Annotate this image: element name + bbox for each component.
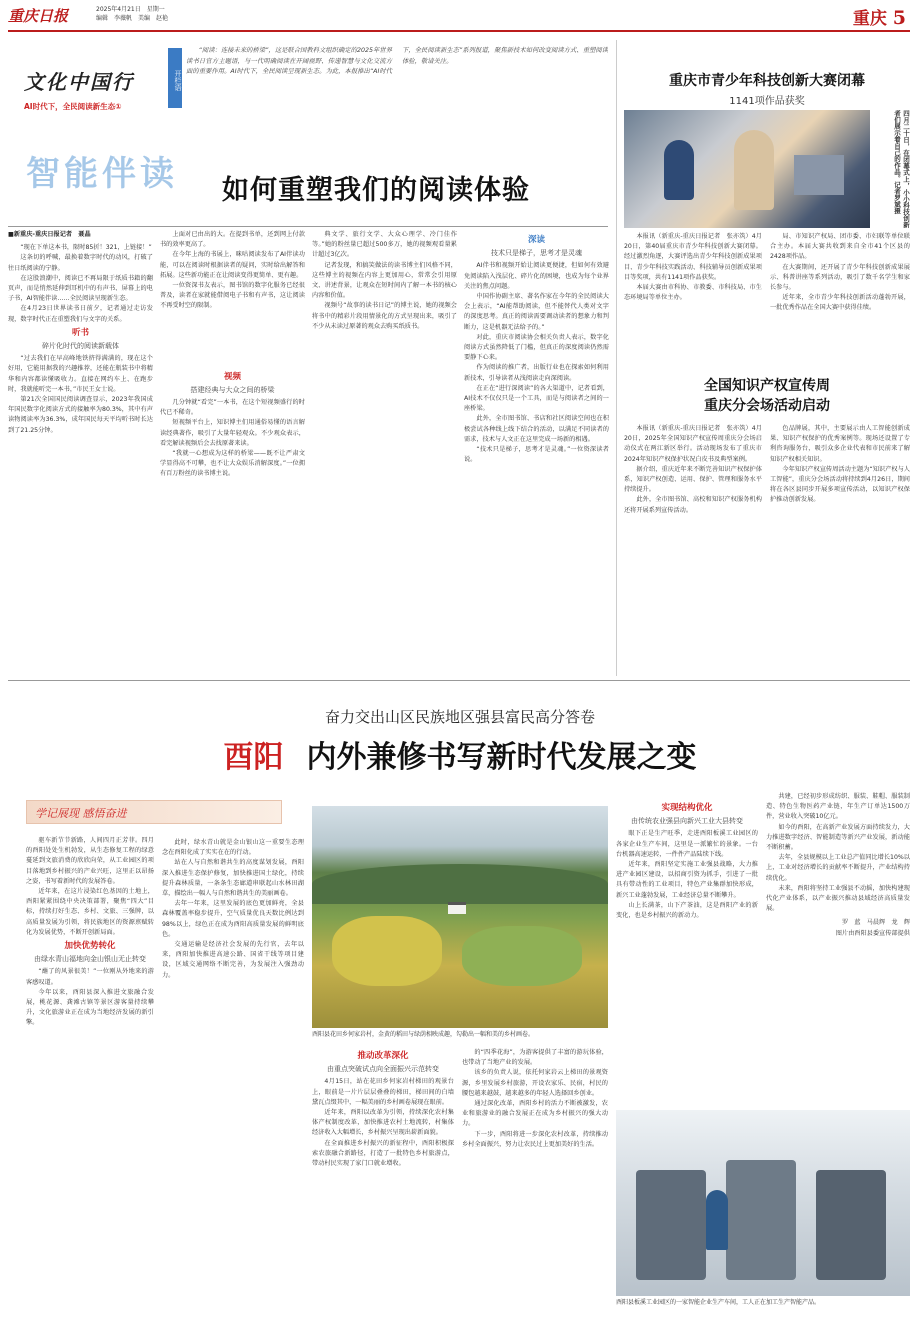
paragraph: 在大赛期间，还开展了青少年科技创新成果展示、科普讲座等系列活动，吸引了数千名学生和家长参与。 [770,263,910,292]
paragraph: “蘸了的风景很美！”一位刚从外地来的游客感叹道。 [26,968,154,986]
tag-label: 开栏语 [168,48,182,108]
photo-machine [816,1170,886,1280]
youyang-headline [80,732,840,776]
photo-field [462,926,582,986]
subheading: 推动改革深化 [357,1051,409,1061]
photo-hill [312,864,608,904]
article-column-4 [464,232,609,675]
photo-figure [664,140,694,200]
paragraph: 在正在“进行深阅读”的各大渠道中，记者看到，AI技术不仅仅只是一个工具，而是与阅读者之间的一座桥梁。 [464,384,609,413]
paragraph: 短视频平台上，知识博主们用通俗易懂的语言解读经典著作，吸引了大量年轻观众。不少观众表示，看完解读视频后会去找原著来读。 [160,419,305,447]
paragraph: 本报讯（新重庆-重庆日报记者 张亦筑）4月20日，第40届重庆市青少年科技创新大赛闭幕。经过激烈角逐，大赛评选出青少年科技创新成果项目、青少年科技实践活动、科技辅导员创新成果项目等奖项，共有1141项作品获奖。 [624,233,762,281]
paragraph: 作为阅读的推广者，出版行业也在探索如何利用新技术，引导读者从浅阅读走向深阅读。 [464,364,609,382]
subheading-intro: 技术只是梯子，思考才是灵魂 [491,249,582,258]
paragraph: 今年以来，酉阳县深入推进文旅融合发展，桃花源、龚滩古镇等景区游客量持续攀升，文化旅游业正在成为当地经济发展的新引擎。 [26,988,154,1027]
subheading-intro: 由重点突破试点向全面振兴示范转变 [327,1065,439,1074]
photo-figure [794,155,844,195]
subheading: 深读 [527,235,545,245]
paragraph: 下一步，酉阳将进一步深化农村改革，持续推动乡村全面振兴，努力让农民过上更加美好的生活。 [462,1130,608,1148]
paragraph: 眼下正是生产旺季，走进酉阳板溪工业园区的各家企业生产车间，这里是一派繁忙的景象。一台台机器高速运转，一件件产品陆续下线。 [616,830,758,858]
photo-field [332,916,442,986]
paragraph: 山上长满茶，山下产茶油，这是酉阳产业的新变化，也是乡村振兴的新动力。 [616,901,758,920]
youyang-place: 酉阳 [223,740,284,775]
paragraph: 如今的酉阳，在高新产业发展方面持续发力，大力推进数字经济、智能制造等新兴产业发展，新动能不断积蓄。 [766,823,910,852]
ip-column-2 [770,424,910,676]
ip-headline [626,376,908,416]
youyang-column-5 [766,792,910,1106]
ip-headline-line: 全国知识产权宣传周 [704,378,830,394]
article-column-3 [312,230,457,675]
section-divider [8,680,910,681]
paragraph: 记者发现，和搞笑做法的读书博主们风格不同，这些博主的视频在内容上更加用心，常常会引用原文、讲述背景，让观众在短时间内了解一本书的核心内容和价值。 [312,261,457,300]
article-column-1 [8,230,153,675]
intro-text: “阅读：连接未来的桥梁”，这是联合国教科文组织确定的2025年世界读书日官方主题语，与一代明确阅读在开阔视野、传递智慧与文化交流方面的重要作用。AI时代下，全民阅读呈现新生态。为此，本报推出“AI时代下，全民阅读新生态”系列报道，聚焦新技术如何改变阅读方式、重塑阅读体验，敬请关注。 [186,47,608,75]
masthead-meta [96,5,168,23]
paragraph: 此时，绿水青山就是金山银山这一重要生态理念在酉阳化成了实实在在的行动。 [162,839,304,857]
paragraph: 驱车新节节新路，人间四月正芳菲。四月的酉阳处处生机勃发，从生态修复工程的绿意蔓延到文旅消费的欣欣向荣，从工业园区的项目落地到乡村振兴的产业兴旺，这里正以昂扬之姿，书写着新时代的发展答卷。 [26,837,154,885]
youyang-column-2 [162,838,304,1312]
series-logo [24,66,144,112]
terraces-photo [312,806,608,1028]
paragraph: 上面对已由出的大。在提到书单，还到网上付款书的效率更高了。 [160,231,305,249]
divider [8,226,608,227]
paragraph: 去年一年来，这里发展的底色更加鲜亮，全县森林覆盖率稳步提升，空气质量优良天数比例达到98%以上，绿色正在成为酉阳高质量发展的鲜明底色。 [162,900,304,938]
science-subhead: 1141项作品获奖 [729,96,805,107]
editors: 编辑 李薇帆 美编 赵艳 [96,15,169,22]
youyang-column-4 [616,800,758,1106]
author-credit: 罗 蓝 马晨辉 龙 辉 [841,919,910,927]
paragraph: 的“四季花海”，为游客提供了丰富的游玩体验，也带动了当地产业的发展。 [462,1049,608,1067]
paragraph: “我就一心想成为这样的桥梁——既不让严肃文学显得高不可攀，也不让大众娱乐消解深度。”一位拥有百万粉丝的读书博主说。 [160,450,305,478]
series-title: 文化中国行 [24,70,134,94]
byline: ■新重庆-重庆日报记者 聂晶 [8,231,91,238]
subheading-intro: 搭建经典与大众之间的桥梁 [190,385,275,394]
paragraph: “技术只是梯子，思考才是灵魂。”一位资深读者说。 [464,446,609,464]
paragraph: 在今年上海的书展上，咪咕阅读发布了AI伴读功能，可以在阅读时根据读者的疑问，实时给出解答和拓展。这些新功能正在让阅读变得更简单、更有趣。 [160,251,305,279]
factory-caption: 酉阳县板溪工业园区的一家智能企业生产车间，工人正在加工生产智能产品。 [616,1299,821,1306]
page-number: 5 [892,7,906,29]
kicker: 智能伴读 [26,154,178,194]
science-caption: 四月二十日，在闭幕式上，小小科技创新者们展示着自己的作品。记者罗斌摄 [893,110,910,228]
photo-house [448,902,466,914]
paragraph: 今年知识产权宣传周活动主题为“知识产权与人工智能”，重庆分会场活动将持续到4月26日，期间将在各区县同步开展多项宣传活动，以知识产权保护推动创新发展。 [770,465,910,504]
paragraph: 去年，全县规模以上工业总产值同比增长10%以上，工业对经济增长的贡献率不断提升，产业结构持续优化。 [766,854,910,882]
section-name: 重庆 [852,9,887,29]
photo-worker [706,1190,728,1250]
youyang-column-1 [26,836,154,1312]
paragraph: 色品牌展，其中，主要展示由人工智能创新成果、知识产权保护的优秀案例等。现场还设置了专利咨询服务台，吸引众多企业代表和市民前来了解知识产权相关知识。 [770,425,910,463]
youyang-column-3b [462,1048,608,1312]
section-label [853,4,906,29]
youyang-kicker: 奋力交出山区民族地区强县富民高分答卷 [324,708,595,726]
photo-machine [726,1160,796,1280]
paragraph: 该乡的负责人说，依托何家岩云上梯田的景观资源，乡里发展乡村旅游，开设农家乐、民宿，村民的腰包越来越鼓，越来越多的年轻人选择回乡创业。 [462,1069,608,1097]
paragraph: 中国作协副主席、著名作家在今年的全民阅读大会上表示，“AI能帮助阅读，但不能替代人类对文字的深度思考。真正的阅读需要调动读者的想象力和判断力，这是机器无法给予的。” [464,293,609,331]
paragraph: 近年来，酉阳坚定实施工业强县战略，大力推进产业园区建设，以招商引资为抓手，引进了一批具有带动性的工业项目，特色产业集群加快形成，新兴工业蓬勃发展，工业经济总量不断攀升。 [616,861,758,899]
subheading-intro: 碎片化时代的阅读新载体 [42,342,119,351]
paragraph: “现在下单这本书，限时85折！321，上链接！” [20,244,152,252]
paragraph: 对此，重庆市阅读协会相关负责人表示，数字化阅读方式虽然降低了门槛，但真正的深度阅读仍然需要静下心来。 [464,333,609,362]
youyang-title: 内外兼修书写新时代发展之变 [306,740,697,775]
paragraph: 几分钟就“看完”一本书，在这个短视频盛行的时代已不稀奇。 [160,399,305,417]
paragraph: 在全面推进乡村振兴的新征程中，酉阳积极探索农旅融合新路径，打造了一批特色乡村旅游点，带动村民实现了家门口就业增收。 [312,1139,454,1168]
paragraph: 本报讯（新重庆-重庆日报记者 张亦筑）4月20日，2025年全国知识产权宣传周重庆分会场启动仪式在两江新区举行。活动现场发布了重庆市2024年知识产权保护状况白皮书及典型案例。 [624,425,762,463]
vertical-divider [616,40,617,676]
paragraph: 近年来，在这片浸染红色基因的土地上，酉阳紧紧围绕中央决策部署，聚焦“四大”目标，持续打好生态、乡村、文旅、三强牌，以高质量发展为引领，将民族地区的资源禀赋转化为发展优势，不断开创新局面。 [26,888,154,936]
ip-headline-line: 重庆分会场活动启动 [704,398,830,414]
paragraph: 据介绍，重庆近年来不断完善知识产权保护体系，知识产权创造、运用、保护、管理和服务水平持续提升。 [624,465,762,494]
paragraph: 一位资深书友表示，图书馆的数字化服务已经很普及，读者在家就能借阅电子书和有声书，这让阅读不再受时空的限制。 [160,282,305,310]
subheading: 加快优势转化 [64,941,116,952]
youyang-column-3a [312,1048,454,1312]
paragraph: 在这股浪潮中，阅读已不再局限于纸质书籍的翻页声，而是悄然延伸到耳机中的有声书、屏幕上的电子书，AI智能伴读……全民阅读呈现新生态。 [8,274,153,303]
subheading: 实现结构优化 [661,803,713,813]
ip-column-1 [624,424,762,676]
paragraph: 近年来，酉阳以改革为引领，持续深化农村集体产权制度改革，加快推进农村土地流转，村集体经济收入大幅增长，乡村振兴呈现出崭新面貌。 [312,1109,454,1137]
banner [26,800,282,824]
paragraph: 在4月23日世界读书日前夕，记者通过走访发现，数字时代正在重塑我们与文字的关系。 [8,305,153,323]
paragraph: 此外，全市图书馆、高校和知识产权服务机构还将开展系列宣传活动。 [624,496,762,514]
paragraph: 交通运输是经济社会发展的先行官，去年以来，酉阳加快推进高速公路、国省干线等项目建设，区域交通网络不断完善，为发展注入强劲动力。 [162,941,304,979]
photo-figure [734,130,774,210]
paragraph: 典文学、旅行文学、大众心理学、冷门佳作等。”她的粉丝量已超过500多万，她的视频观看量累计超过3亿次。 [312,231,457,259]
paragraph: 共建，已经初步形成纺织、服装、鞋帽、服装制造、特色生物医药产业链，年生产订单达1500万件，营业收入突破10亿元。 [766,793,910,821]
banner-text: 学记展现 感悟奋进 [35,807,127,820]
series-subtitle: AI时代下，全民阅读新生态① [24,102,122,111]
subheading: 听书 [71,327,89,338]
paragraph: 第21次全国国民阅读调查显示，2023年我国成年国民数字化阅读方式的接触率为80.3%，其中有声读物阅读率为36.3%，成年国民每天平均听书时长达到了21.25分钟。 [8,396,153,434]
paragraph: 本届大赛由市科协、市教委、市科技局、市生态环境局等单位主办。 [624,284,762,302]
paragraph: 此外，全市图书馆、书店和社区阅读空间也在积极尝试各种线上线下结合的活动，以满足不同读者的需求，技术与人文正在这里完成一场新的相遇。 [464,415,609,443]
science-column-1 [624,232,762,372]
headline: 如何重塑我们的阅读体验 [222,175,530,206]
science-column-2 [770,232,910,372]
newspaper-logo: 重庆日报 [8,7,69,25]
photo-machine [636,1170,706,1280]
subheading-intro: 由传统农业强县向新兴工业大县转变 [631,817,743,826]
subheading-intro: 由绿水青山福地向金山银山无止转变 [34,955,146,964]
paragraph: 近年来，全市青少年科技创新活动蓬勃开展，一批优秀作品在全国大赛中获得佳绩。 [770,294,910,312]
paragraph: 通过深化改革，酉阳乡村的活力不断被激发，农业和旅游业的融合发展正在成为乡村振兴的强大动力。 [462,1100,608,1128]
terraces-caption: 酉阳县花田乡何家岩村，金黄的稻田与绿荫相映成趣，勾勒出一幅和美的乡村画卷。 [312,1031,535,1038]
subheading: 视频 [223,371,241,382]
masthead [8,2,910,32]
paragraph: 视频号“故事的读书日记”的博主说，她的视频会将书中的精彩片段用情景化的方式呈现出来，吸引了不少从未读过原著的观众去购买纸质书。 [312,302,457,330]
science-photo [624,110,870,228]
photo-credit: 图片由酉阳县委宣传部提供 [835,929,910,937]
factory-photo [616,1110,910,1296]
paragraph: 站在人与自然和谐共生的高度谋划发展，酉阳深入推进生态保护修复，加快推进国土绿化，持续提升森林质量，一条条生态廊道串联起山水林田湖草，描绘出一幅人与自然和谐共生的美丽画卷。 [162,859,304,898]
paragraph: “过去我们在早高峰地铁挤得满满的，现在这个好用，它能用据我的兴趣推荐，还能在瓶装书中将精华和内容都读懂吸收力。直接在网约车上、在跑步时，我就能听完一本书，”市民王女士说。 [8,355,153,393]
paragraph: AI伴书和视频开始让阅读更便捷，但如何有效避免阅读陷入浅层化、碎片化的困境，也成为每个业界关注的焦点问题。 [464,262,609,290]
paragraph: 这条切的呼喊，最换着数字时代的动风，打破了往日纸阅读的宁静。 [8,254,153,272]
article-column-2 [160,230,305,675]
issue-date: 2025年4月21日 星期一 [96,6,165,13]
paragraph: 未来，酉阳将坚持工业强县不动摇，加快构建现代化产业体系，以产业振兴推动县域经济高质量发展。 [766,884,910,913]
paragraph: 局、市知识产权局、团市委、市妇联等单位联合主办。本届大赛共收到来自全市41个区县的2428项作品。 [770,233,910,261]
paragraph: 4月15日，站在花田乡何家岩村梯田的观景台上，眼前是一片片层层叠叠的梯田，梯田间的白墙黛瓦点缀其中，一幅美丽的乡村画卷展现在眼前。 [312,1078,454,1106]
science-headline: 重庆市青少年科技创新大赛闭幕 [669,73,865,89]
